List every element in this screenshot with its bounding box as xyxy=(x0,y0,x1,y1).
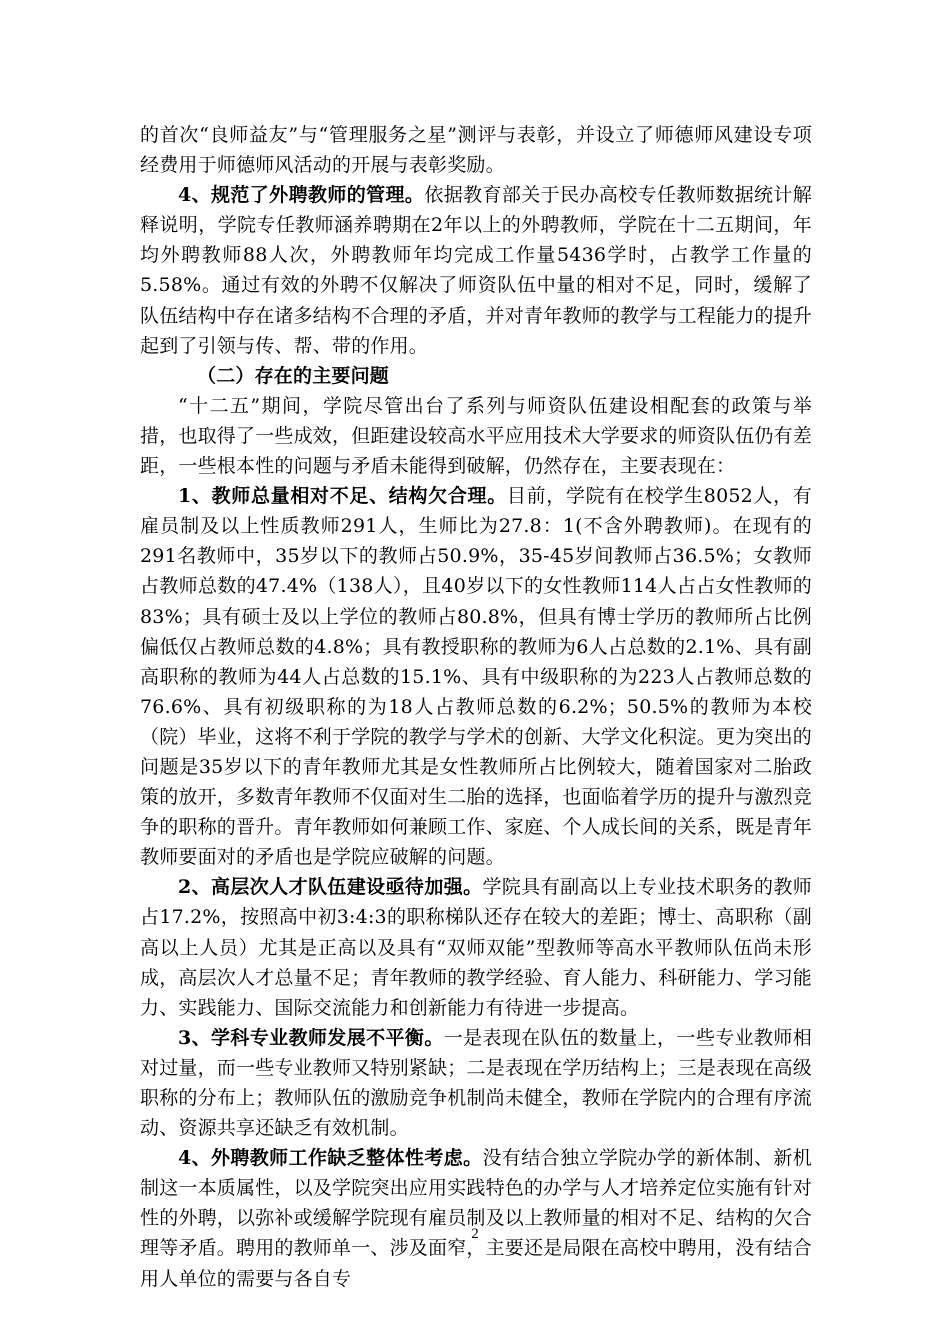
paragraph-text: “十二五”期间，学院尽管出台了系列与师资队伍建设相配套的政策与举措，也取得了一些成效，但距建设较高水平应用技术大学要求的师资队伍仍有差距，一些根本性的问题与矛盾未能得到破解，仍然存在，主要表现在： xyxy=(140,394,813,478)
page-number: 2 xyxy=(471,1226,479,1242)
paragraph-lead: 4、外聘教师工作缺乏整体性考虑。 xyxy=(178,1147,483,1170)
section-heading xyxy=(140,361,812,391)
paragraph-continuation xyxy=(140,120,812,180)
paragraph-lead: 2、高层次人才队伍建设亟待加强。 xyxy=(178,876,483,899)
paragraph-text: 的首次“良师益友”与“管理服务之星”测评与表彰，并设立了师德师风建设专项经费用于师德师风活动的开展与表彰奖励。 xyxy=(140,124,812,177)
paragraph-text: 目前，学院有在校学生8052人，有雇员制及以上性质教师291人，生师比为27.8：1(不含外聘教师)。在现有的291名教师中，35岁以下的教师占50.9%，35-45岁间教师占36.5%；女教师占教师总数的47.4%（138人），且40岁以下的女性教师114人占占女性教师的83%；具有硕士及以上学位的教师占80.8%，但具有博士学历的教师所占比例偏低仅占教师总数的4.8%；具有教授职称的教师为6人占总数的2.1%、具有副高职称的教师为44人占总数的15.1%、具有中级职称的为223人占教师总数的76.6%、具有初级职称的为18人占教师总数的6.2%；50.5%的教师为本校（院）毕业，这将不利于学院的教学与学术的创新、大学文化积淀。更为突出的问题是35岁以下的青年教师尤其是女性教师所占比例较大，随着国家对二胎政策的放开，多数青年教师不仅面对生二胎的选择，也面临着学历的提升与激烈竞争的职称的晋升。青年教师如何兼顾工作、家庭、个人成长间的关系，既是青年教师要面对的矛盾也是学院应破解的问题。 xyxy=(140,485,813,869)
paragraph-text: 依据教育部关于民办高校专任教师数据统计解释说明，学院专任教师涵养聘期在2年以上的外聘教师，学院在十二五期间，年均外聘教师88人次，外聘教师年均完成工作量5436学时，占教学工作量的5.58%。通过有效的外聘不仅解决了师资队伍中量的相对不足，同时，缓解了队伍结构中存在诸多结构不合理的矛盾，并对青年教师的教学与工程能力的提升起到了引领与传、帮、带的作用。 xyxy=(140,184,813,357)
paragraph-item xyxy=(140,481,812,872)
paragraph-lead: 4、规范了外聘教师的管理。 xyxy=(178,184,425,207)
paragraph-lead: 3、学科专业教师发展不平衡。 xyxy=(178,1026,444,1049)
paragraph-item xyxy=(140,391,812,481)
paragraph-item xyxy=(140,872,812,1022)
document-body xyxy=(140,120,812,1294)
paragraph-text: 一是表现在队伍的数量上，一些专业教师相对过量，而一些专业教师又特别紧缺；二是表现在学历结构上；三是表现在高级职称的分布上；教师队伍的激励竞争机制尚未健全，教师在学院内的合理有序流动、资源共享还缺乏有效机制。 xyxy=(140,1026,813,1140)
paragraph-item xyxy=(140,1143,812,1293)
heading-text: （二）存在的主要问题 xyxy=(197,364,390,387)
paragraph-text: 学院具有副高以上专业技术职务的教师占17.2%，按照高中初3:4:3的职称梯队还存在较大的差距；博士、高职称（副高以上人员）尤其是正高以及具有“双师双能”型教师等高水平教师队伍尚未形成，高层次人才总量不足；青年教师的教学经验、育人能力、科研能力、学习能力、实践能力、国际交流能力和创新能力有待进一步提高。 xyxy=(140,876,813,1019)
paragraph-lead: 1、教师总量相对不足、结构欠合理。 xyxy=(178,485,507,508)
paragraph-item xyxy=(140,1023,812,1143)
paragraph-item xyxy=(140,180,812,361)
paragraph-text: 没有结合独立学院办学的新体制、新机制这一本质属性，以及学院突出应用实践特色的办学与人才培养定位实施有针对性的外聘，以弥补或缓解学院现有雇员制及以上教师量的相对不足、结构的欠合理等矛盾。聘用的教师单一、涉及面窄，主要还是局限在高校中聘用，没有结合用人单位的需要与各自专 xyxy=(140,1147,813,1290)
